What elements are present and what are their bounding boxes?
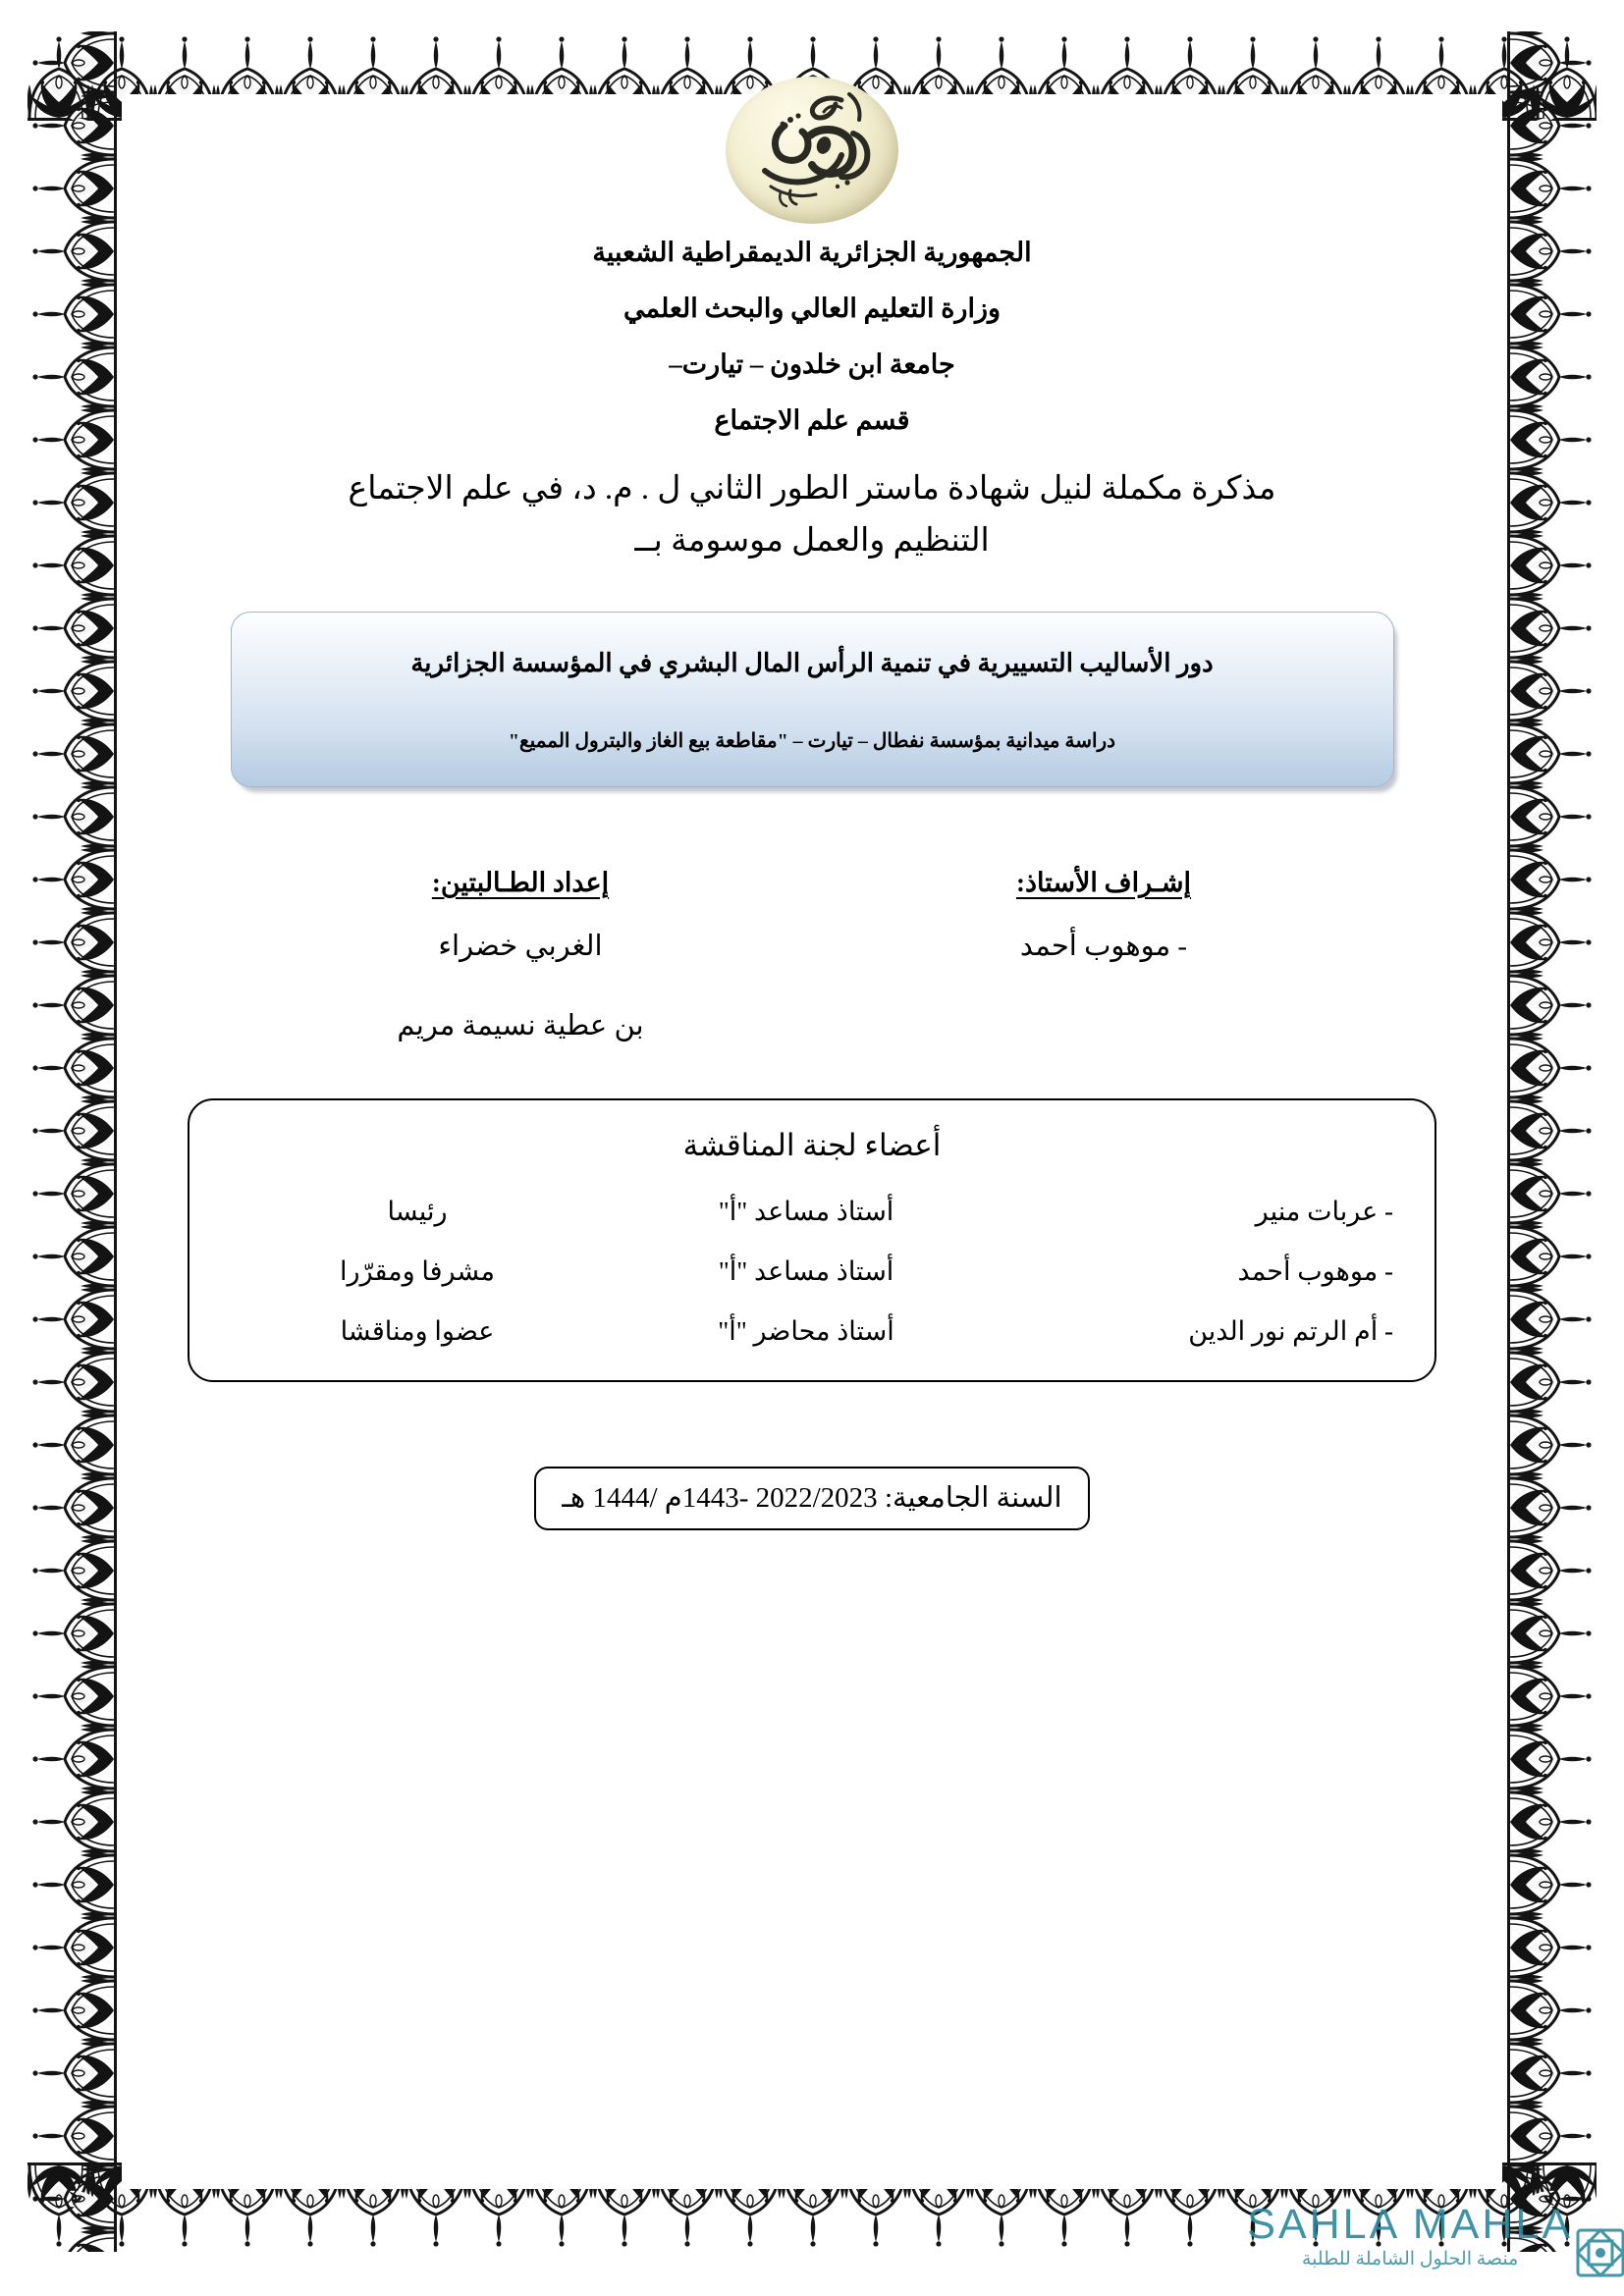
jury-committee-box	[188, 1098, 1436, 1382]
authors-and-supervisor-row	[272, 868, 1352, 1043]
students-heading: إعداد الطـالبتين:	[431, 868, 610, 897]
jury-member-rank: أستاذ محاضر "أ"	[718, 1315, 894, 1346]
thesis-main-title: دور الأساليب التسييرية في تنمية الرأس المال البشري في المؤسسة الجزائرية	[410, 648, 1214, 677]
thesis-cover-content	[118, 77, 1506, 1530]
jury-member-role: مشرفا ومقرّرا	[340, 1255, 495, 1286]
university-emblem-wrap	[118, 77, 1506, 224]
jury-member-rank: أستاذ مساعد "أ"	[718, 1196, 894, 1226]
jury-member-role: عضوا ومناقشا	[340, 1315, 495, 1346]
memoire-statement: مذكرة مكملة لنيل شهادة ماستر الطور الثاني ل . م. د، في علم الاجتماع التنظيم والعمل موسومة بــ	[348, 471, 1276, 560]
supervisor-name-1: - موهوب أحمد	[1019, 931, 1188, 962]
border-left-ornament	[27, 31, 122, 2252]
jury-row	[223, 1316, 1401, 1347]
supervisor-column	[855, 868, 1352, 964]
watermark-brand-text: SAHLA MAHLA	[1247, 2201, 1573, 2248]
jury-committee-title: أعضاء لجنة المناقشة	[682, 1127, 942, 1162]
header-line-ministry: وزارة التعليم العالي والبحث العلمي	[623, 294, 1001, 323]
students-column	[272, 868, 769, 1043]
header-line-department: قسم علم الاجتماع	[714, 405, 910, 435]
supervisor-heading: إشـراف الأستاذ:	[1015, 868, 1192, 897]
jury-member-role: رئيسا	[387, 1196, 448, 1226]
jury-row	[223, 1197, 1401, 1227]
header-line-university: جامعة ابن خلدون – تيارت–	[669, 349, 955, 379]
student-name-2: بن عطية نسيمة مريم	[397, 1009, 644, 1041]
thesis-subtitle: دراسة ميدانية بمؤسسة نفطال – تيارت – "مقاطعة بيع الغاز والبترول المميع"	[508, 730, 1116, 752]
jury-member-name: - موهوب أحمد	[1237, 1255, 1393, 1286]
jury-member-name: - أم الرتم نور الدين	[1188, 1315, 1393, 1346]
academic-year-box: السنة الجامعية: 2022/2023 -1443م /1444 هـ	[534, 1467, 1089, 1530]
border-right-ornament	[1502, 31, 1597, 2252]
student-name-1: الغربي خضراء	[438, 931, 603, 962]
ibn-khaldoun-seal-icon	[726, 77, 898, 224]
jury-member-name: - عربات منير	[1255, 1196, 1393, 1226]
jury-member-rank: أستاذ مساعد "أ"	[718, 1255, 894, 1286]
header-line-republic: الجمهورية الجزائرية الديمقراطية الشعبية	[592, 238, 1032, 267]
jury-row	[223, 1256, 1401, 1287]
watermark-tagline: منصة الحلول الشاملة للطلبة	[1301, 2249, 1519, 2269]
academic-year-wrap	[118, 1382, 1506, 1530]
thesis-title-box	[231, 612, 1394, 787]
